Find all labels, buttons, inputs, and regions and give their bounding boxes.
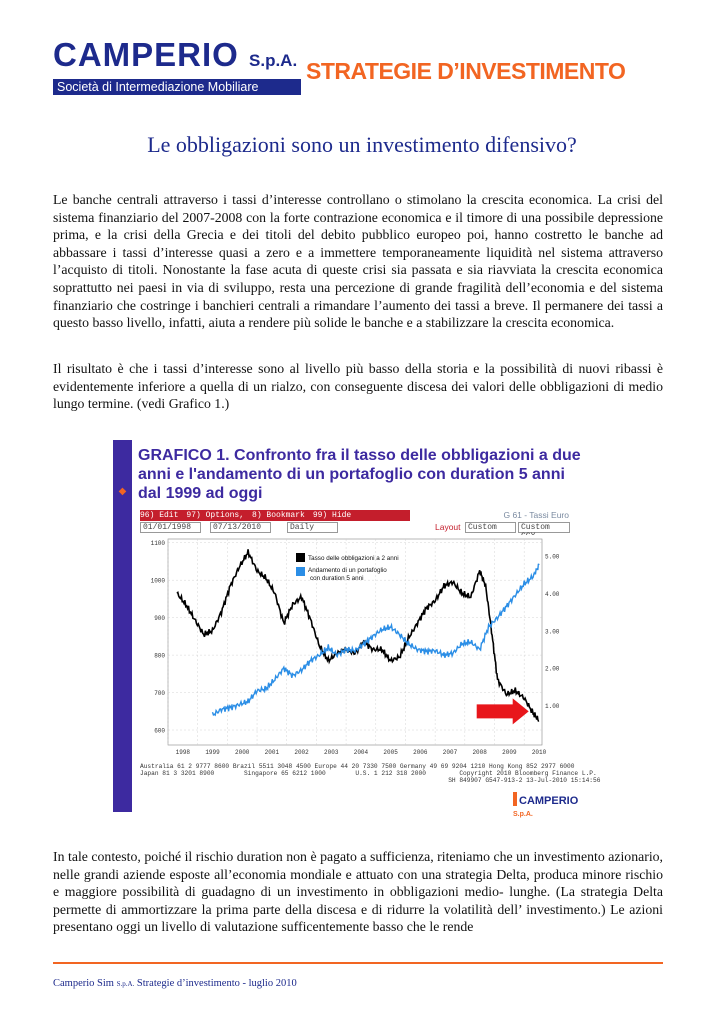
right-tick-label: 3.00 bbox=[545, 628, 560, 636]
date-to-field[interactable]: 07/13/2010 bbox=[210, 522, 271, 533]
bloomberg-menu-bar bbox=[140, 510, 569, 521]
bottom-logo-name: CAMPERIO bbox=[519, 795, 579, 807]
legend-label-portafoglio: Andamento di un portafoglio bbox=[308, 567, 387, 574]
chart-svg bbox=[140, 535, 570, 761]
currency-field[interactable]: Custom bbox=[518, 522, 570, 533]
logo-subtitle: Società di Intermediazione Mobiliare bbox=[53, 79, 301, 95]
left-tick-label: 1000 bbox=[150, 577, 165, 585]
paragraph-3: In tale contesto, poiché il rischio duration non è pagato a sufficienza, riteniamo che un investimento azionario, nelle grandi aziende esposte all’economia mondiale e attuato con una strategia Delta, produca minore rischio e maggiore possibilità di guadagno di un investimento in obbligazioni medio- lunghe. (La strategia Delta permette di ammortizzare la prima parte della discesa e di ridurre la volatilità dell’ investimento.) Le azioni presentano oggi un livello di valutazione sufficentemente basso che le rende bbox=[53, 849, 663, 935]
x-tick-label: 2001 bbox=[264, 749, 280, 756]
period-field[interactable]: Daily bbox=[287, 522, 338, 533]
legend-swatch-blue bbox=[296, 567, 305, 576]
right-tick-label: 1.00 bbox=[545, 703, 560, 711]
x-tick-label: 2008 bbox=[472, 749, 487, 756]
figure-bottom-logo bbox=[513, 792, 587, 819]
logo-spa: S.p.A. bbox=[249, 51, 298, 70]
page-title: Le obbligazioni sono un investimento difensivo? bbox=[147, 132, 577, 157]
menu-bookmark[interactable]: 8) Bookmark bbox=[252, 511, 305, 520]
left-tick-label: 600 bbox=[154, 727, 165, 735]
footer-divider bbox=[53, 962, 663, 964]
left-tick-label: 1100 bbox=[150, 540, 165, 548]
x-tick-label: 2007 bbox=[442, 749, 458, 756]
menu-edit[interactable]: 96) Edit bbox=[140, 511, 179, 520]
paragraph-2: Il risultato è che i tassi d’interesse sono al livello più basso della storia e la possibilità di nuovi ribassi è evidentemente inferiore a quella di un rialzo, con conseguente discesa dei valori delle obbligazioni di medio lungo termine. (vedi Grafico 1.) bbox=[53, 361, 663, 412]
x-tick-label: 2005 bbox=[383, 749, 398, 756]
legend-label-portafoglio-2: con duration 5 anni bbox=[310, 575, 364, 582]
right-tick-label: 5.00 bbox=[545, 553, 560, 561]
legend-swatch-black bbox=[296, 553, 305, 562]
paragraph-1: Le banche centrali attraverso i tassi d’interesse controllano o stimolano la crescita economica. La crisi del sistema finanziario del 2007-2008 con la forte contrazione economica e il timore di una possibile depressione prima, e la crisi della Grecia e dei titoli del debito pubblico europeo poi, hanno costretto le banche ad abbassare i tassi d’interesse quasi a zero e a immettere temporaneamente liquidità nel sistema attraverso l’acquisto di titoli. Nonostante la fase acuta di queste crisi sia passata e sia riavviata la crescita economica soprattutto nei paesi in via di sviluppo, resta una percezione di grande fragilità dell’economia e del sistema finanziario che costringe i banchieri centrali a rimandare l’aumento dei tassi a breve. Il permanere dei tassi a questo basso livello, infatti, aiuta a rendere più solide le banche e a stabilizzare la crescita economica. bbox=[53, 192, 663, 331]
x-tick-label: 2009 bbox=[502, 749, 517, 756]
bloomberg-menu bbox=[140, 510, 410, 521]
right-tick-label: 4.00 bbox=[545, 590, 560, 598]
menu-hide[interactable]: 99) Hide bbox=[312, 511, 352, 520]
x-tick-label: 2000 bbox=[235, 749, 250, 756]
left-tick-label: 800 bbox=[154, 652, 165, 660]
x-tick-label: 2002 bbox=[294, 749, 309, 756]
page-footer: Camperio Sim S.p.A. Strategie d’investimento - luglio 2010 bbox=[53, 978, 297, 989]
section-title: STRATEGIE D’INVESTIMENTO bbox=[306, 58, 626, 84]
bottom-logo-spa: S.p.A. bbox=[513, 811, 533, 818]
layout-field[interactable]: Custom bbox=[465, 522, 516, 533]
logo-name: CAMPERIO S.p.A. bbox=[53, 36, 298, 73]
menu-options[interactable]: 97) Options, bbox=[186, 511, 245, 520]
x-tick-label: 2004 bbox=[353, 749, 369, 756]
right-tick-label: 2.00 bbox=[545, 665, 560, 673]
figure-title: GRAFICO 1. Confronto fra il tasso delle obbligazioni a due anni e l'andamento di un portafoglio con duration 5 anni dal 1999 ad oggi bbox=[138, 447, 581, 502]
ticker-label: G 61 - Tassi Euro bbox=[503, 510, 569, 520]
x-tick-label: 2010 bbox=[531, 749, 547, 756]
figure-grafico-1 bbox=[113, 440, 601, 818]
x-tick-label: 2006 bbox=[413, 749, 428, 756]
legend-label-tasso: Tasso delle obbligazioni a 2 anni bbox=[308, 555, 399, 562]
left-tick-label: 900 bbox=[154, 615, 165, 623]
layout-label: Layout bbox=[435, 522, 461, 532]
bloomberg-date-bar bbox=[140, 522, 569, 533]
x-tick-label: 2003 bbox=[324, 749, 339, 756]
x-tick-label: 1999 bbox=[205, 749, 220, 756]
date-from-field[interactable]: 01/01/1998 bbox=[140, 522, 201, 533]
mini-logo-icon: ◆ bbox=[118, 486, 127, 497]
camperio-logo bbox=[53, 38, 301, 95]
left-tick-label: 700 bbox=[154, 690, 165, 698]
x-tick-label: 1998 bbox=[175, 749, 191, 756]
bloomberg-footer: Australia 61 2 9777 8600 Brazil 5511 3048 4500 Europe 44 20 7330 7500 Germany 49 69 9204 1210 Hong Kong 852 2977 6000 Japan 81 3 3201 8900 Singapore 65 6212 1000 U.S. 1 212 318 2000 Copyright 2010 Bloomberg Finance L.P. SH 849907 G547-913-2 13-Jul-2010 15:14:56 bbox=[140, 763, 601, 784]
